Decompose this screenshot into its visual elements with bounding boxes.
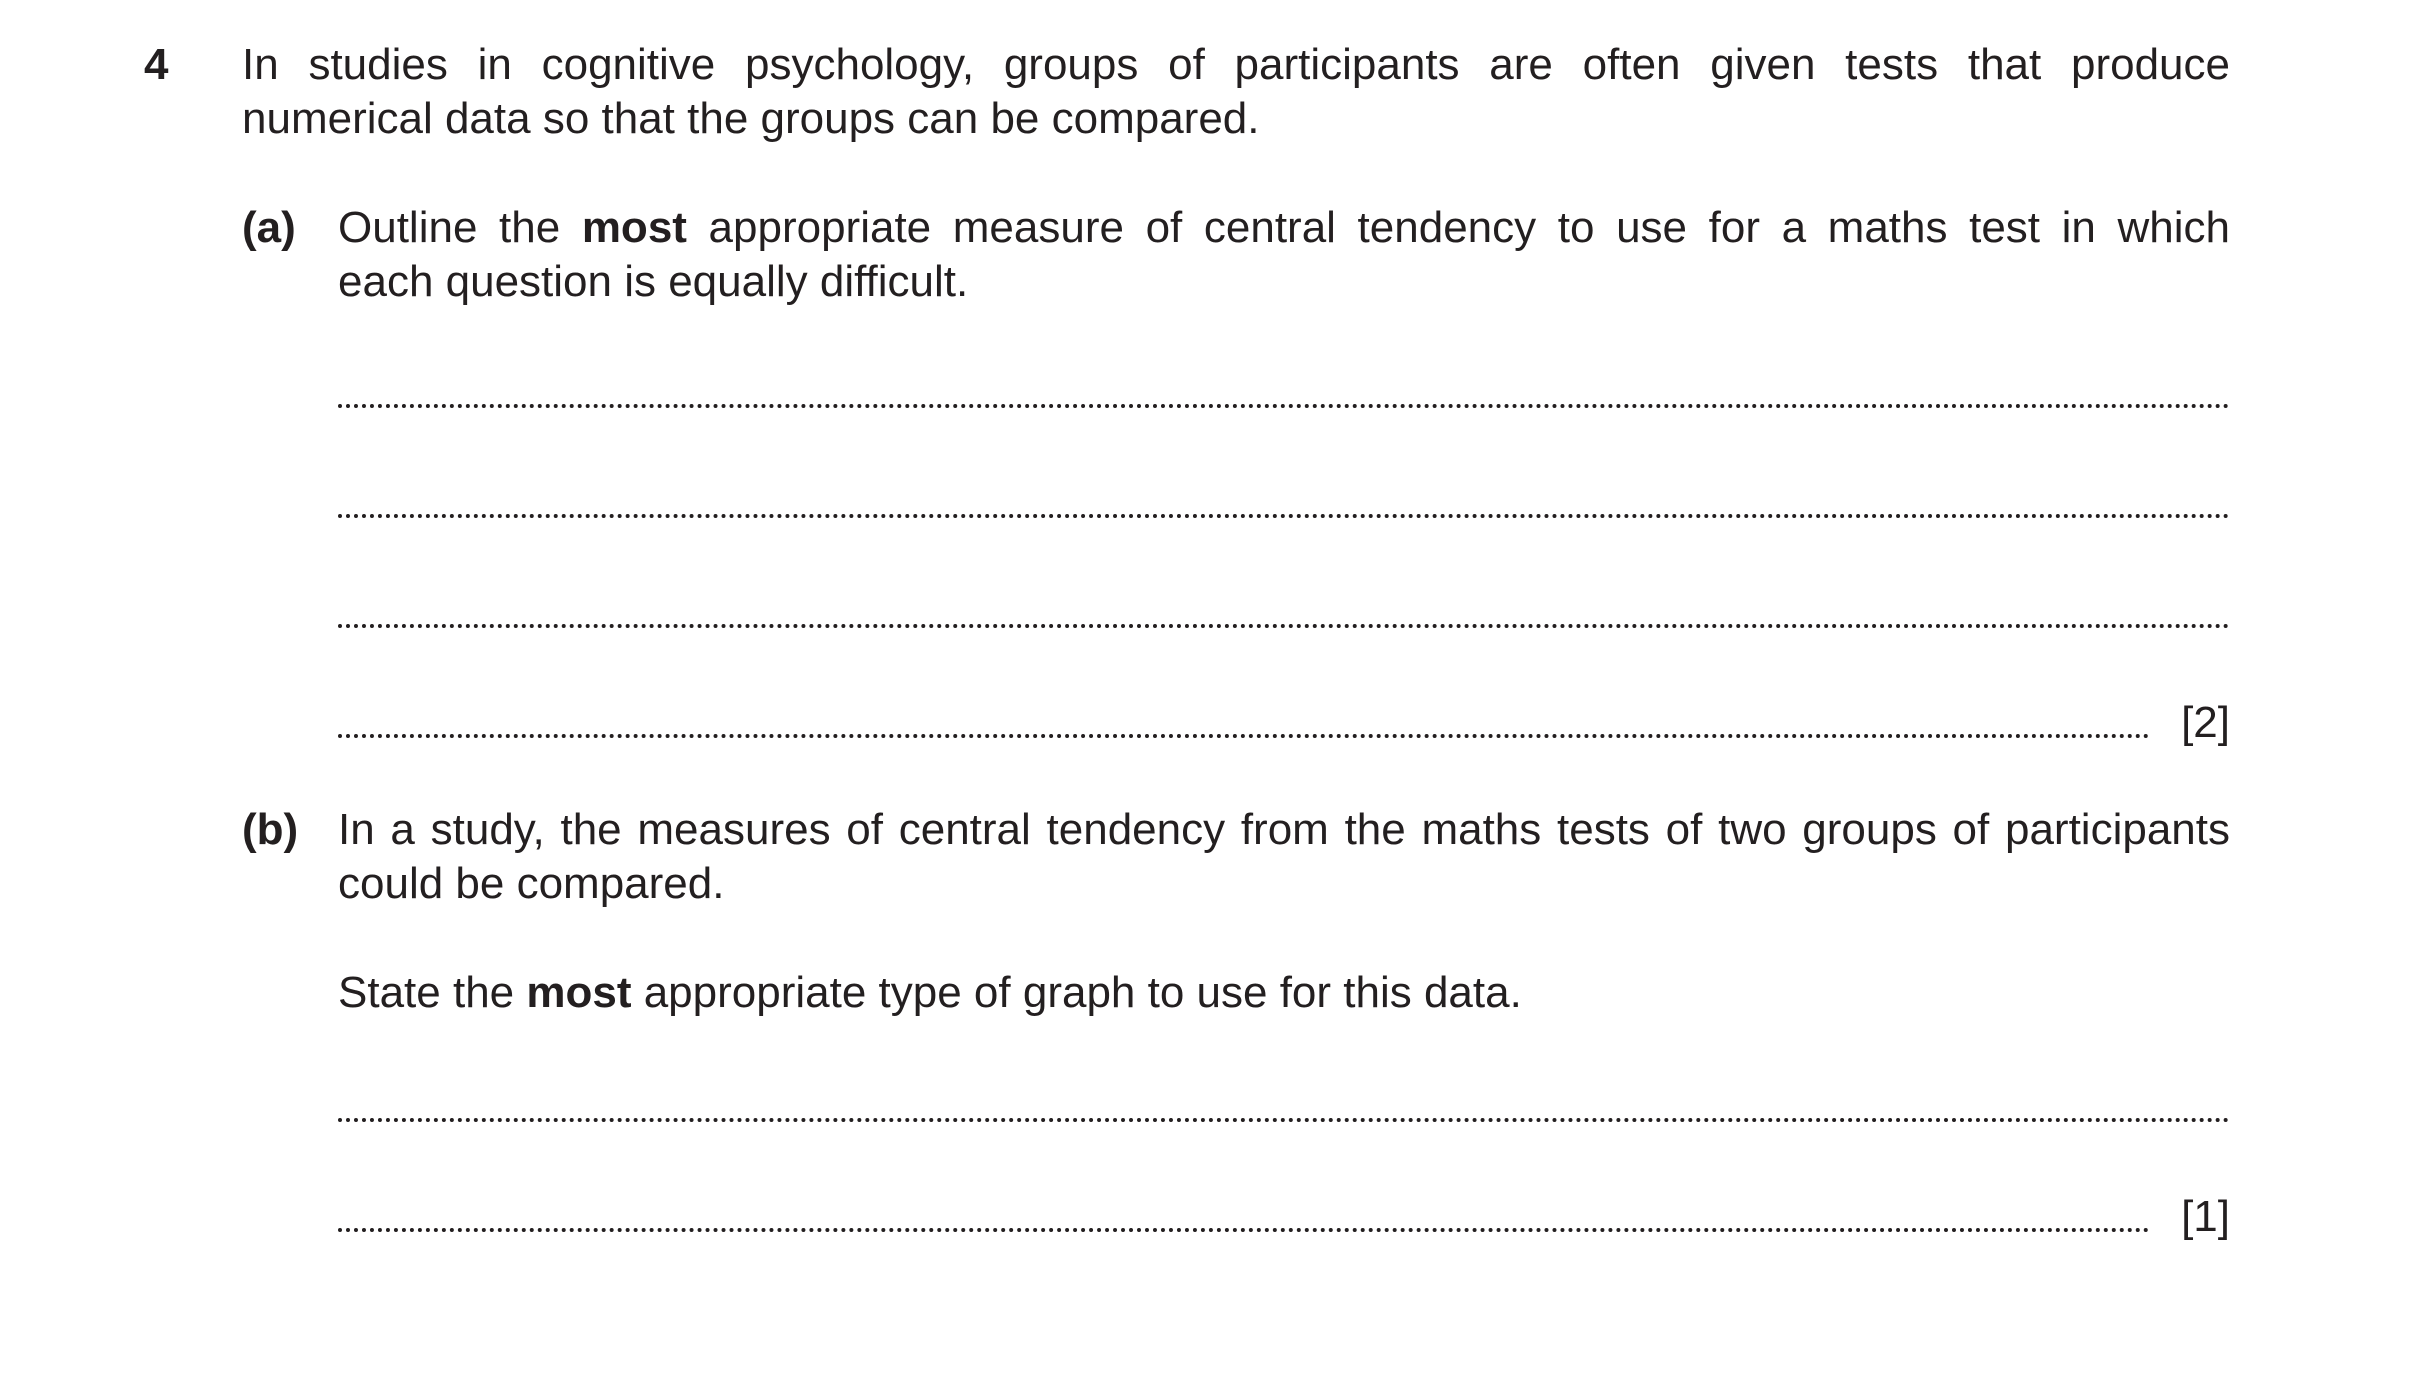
part-b-label: (b) [242, 805, 299, 854]
part-b-instruction [338, 966, 2230, 1020]
part-b-instruction-pre: State the [338, 968, 527, 1017]
part-a-marks: [2] [2181, 698, 2230, 747]
answer-line-b1[interactable] [338, 1118, 2230, 1122]
answer-line-a1[interactable] [338, 404, 2230, 408]
question-intro-line1 [242, 38, 2230, 92]
part-a-prompt-line1 [338, 201, 2230, 255]
question-intro-line2 [242, 92, 2230, 146]
part-b-marks: [1] [2181, 1192, 2230, 1241]
part-b-prompt-line1 [338, 803, 2230, 857]
part-a-prompt-line2 [338, 255, 2230, 309]
answer-line-a3[interactable] [338, 624, 2230, 628]
part-a-text-line2: each question is equally difficult. [338, 257, 969, 306]
part-b-prompt-line2 [338, 857, 2230, 911]
question-intro-text1: In studies in cognitive psychology, groups of participants are often given tests that produce [242, 40, 2230, 89]
part-b-instruction-bold: most [526, 968, 632, 1017]
part-a-text-bold: most [581, 203, 687, 252]
part-a-text-post: appropriate measure of central tendency to use for a maths test in which [686, 203, 2230, 252]
answer-line-b2[interactable] [338, 1228, 2150, 1232]
answer-line-a2[interactable] [338, 514, 2230, 518]
question-intro-text2: numerical data so that the groups can be compared. [242, 94, 1260, 143]
part-b-text-line1: In a study, the measures of central tendency from the maths tests of two groups of participants [338, 805, 2230, 854]
part-b-text-line2: could be compared. [338, 859, 725, 908]
part-b-instruction-post: appropriate type of graph to use for this data. [631, 968, 1522, 1017]
part-a-label: (a) [242, 203, 296, 252]
answer-line-a4[interactable] [338, 734, 2150, 738]
part-a-text-pre: Outline the [338, 203, 582, 252]
question-number: 4 [144, 40, 169, 89]
